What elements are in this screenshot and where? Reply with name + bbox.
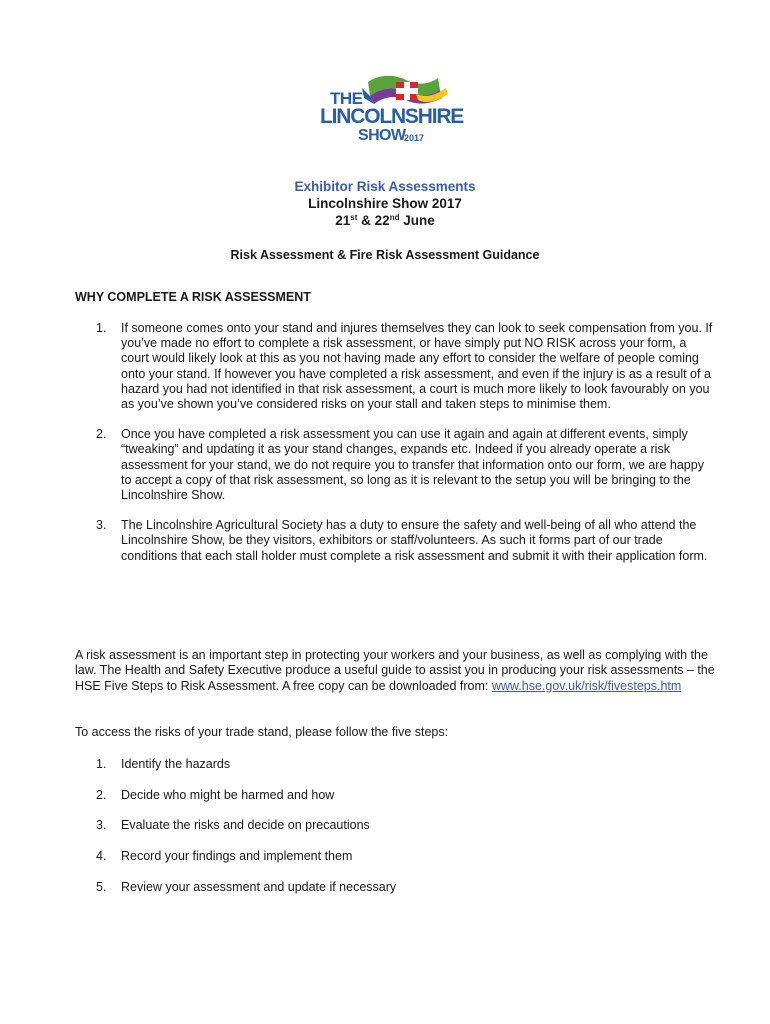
date-sup2: nd bbox=[389, 213, 400, 222]
logo-the: THE bbox=[330, 89, 363, 108]
list-number: 1. bbox=[96, 321, 107, 335]
list-item bbox=[75, 427, 715, 503]
why-heading: WHY COMPLETE A RISK ASSESSMENT bbox=[75, 290, 311, 304]
hse-link[interactable]: www.hse.gov.uk/risk/fivesteps.htm bbox=[491, 678, 682, 693]
list-item bbox=[75, 757, 675, 772]
date-sup1: st bbox=[350, 213, 358, 222]
list-item bbox=[75, 321, 715, 412]
list-text: Once you have completed a risk assessment you can use it again and again at different events, simply “tweaking” and updating it as your stand changes, expands etc. Indeed if you already operate a risk assessment for your stand, we do not require you to transfer that information onto our form, we are happy to accept a copy of that risk assessment, so long as it is relevant to the setup you will be bringing to the Lincolnshire Show. bbox=[121, 427, 704, 503]
list-number: 4. bbox=[96, 849, 107, 864]
access-intro: To access the risks of your trade stand, please follow the five steps: bbox=[75, 725, 449, 739]
list-text: Record your findings and implement them bbox=[121, 849, 353, 864]
list-text: If someone comes onto your stand and injures themselves they can look to seek compensation from you. If you’ve made no effort to complete a risk assessment, or have simply put NO RISK across your form, a court would likely look at this as you not having made any effort to consider the welfare of people coming onto your stand. If however you have completed a risk assessment, and even if the injury is as a result of a hazard you had not identified in that risk assessment, a court is much more likely to look favourably on you as you’ve shown you’ve considered risks on your stall and taken steps to minimise them. bbox=[121, 321, 713, 412]
risk-assessment-paragraph bbox=[75, 648, 715, 694]
list-number: 5. bbox=[96, 879, 107, 894]
date-mid: & 22 bbox=[357, 213, 390, 228]
event-date bbox=[0, 213, 770, 228]
date-end: June bbox=[399, 213, 435, 228]
why-list bbox=[75, 321, 715, 564]
logo-year: 2017 bbox=[404, 133, 425, 143]
list-number: 3. bbox=[96, 818, 107, 833]
list-number: 3. bbox=[96, 518, 107, 533]
risk-paragraph-text: A risk assessment is an important step in protecting your workers and your business, as well as complying with the law. The Health and Safety Executive produce a useful guide to assist you in producing your risk assessments – the HSE Five Steps to Risk Assessment. A free copy can be downloaded from: bbox=[75, 648, 715, 693]
list-number: 2. bbox=[96, 787, 107, 802]
document-title: Exhibitor Risk Assessments bbox=[294, 179, 476, 194]
list-number: 1. bbox=[96, 757, 107, 771]
document-subtitle: Lincolnshire Show 2017 bbox=[308, 196, 462, 211]
list-item bbox=[75, 849, 675, 864]
logo-show: SHOW bbox=[358, 127, 406, 144]
guidance-heading: Risk Assessment & Fire Risk Assessment Guidance bbox=[230, 248, 540, 262]
list-text: Evaluate the risks and decide on precautions bbox=[121, 818, 370, 833]
list-item bbox=[75, 788, 675, 803]
logo-name: LINCOLNSHIRE bbox=[320, 105, 464, 128]
list-item bbox=[75, 818, 675, 833]
list-text: The Lincolnshire Agricultural Society has a duty to ensure the safety and well-being of all who attend the Lincolnshire Show, be they visitors, exhibitors or staff/volunteers. As such it forms part of our trade conditions that each stall holder must complete a risk assessment and submit it with their application form. bbox=[121, 518, 708, 563]
list-item bbox=[75, 880, 675, 895]
list-text: Review your assessment and update if necessary bbox=[121, 879, 397, 894]
list-text: Identify the hazards bbox=[121, 757, 231, 771]
lincolnshire-show-logo bbox=[318, 68, 468, 152]
date-day1: 21 bbox=[335, 213, 351, 228]
list-text: Decide who might be harmed and how bbox=[121, 787, 335, 802]
five-steps-list bbox=[75, 757, 675, 910]
list-number: 2. bbox=[96, 427, 107, 442]
list-item bbox=[75, 518, 715, 564]
